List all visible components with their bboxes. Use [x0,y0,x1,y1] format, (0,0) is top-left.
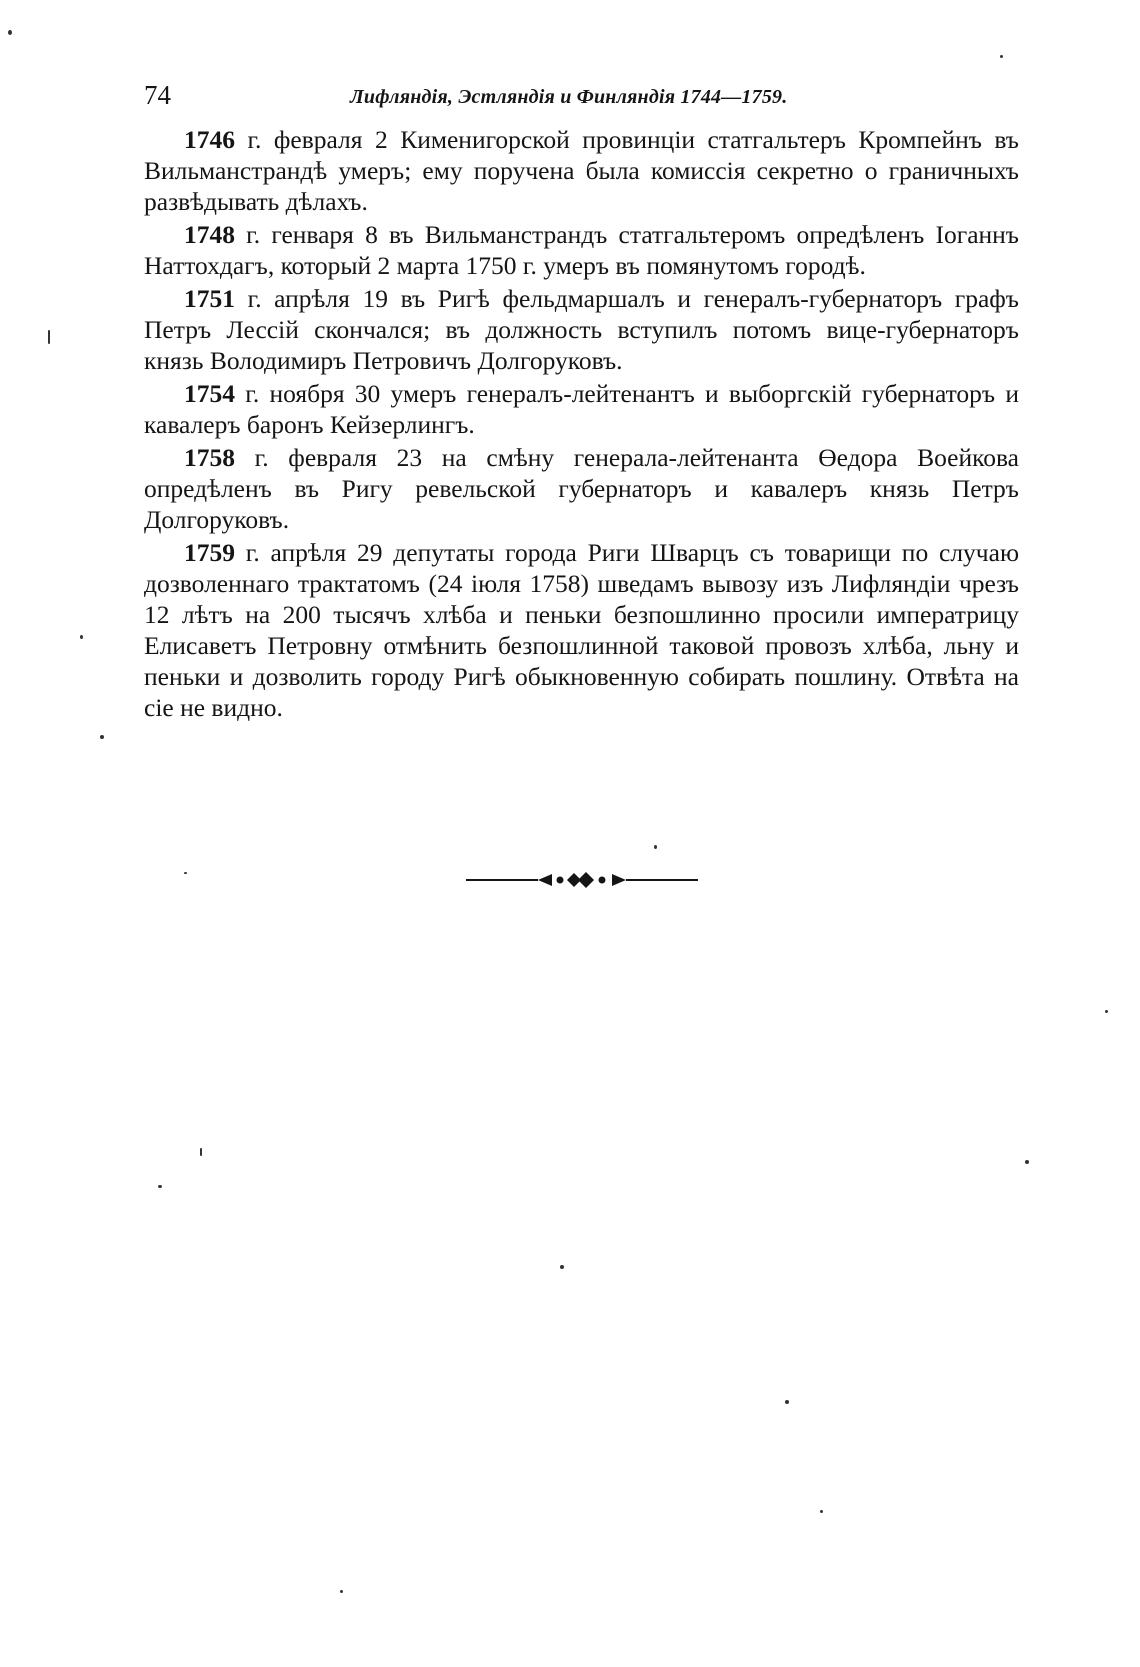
entry-year: 1754 [184,379,235,408]
entry-year: 1759 [184,538,235,567]
entry-text: г. генваря 8 въ Вильманстрандъ статгальтеромъ опредѣленъ Іоганнъ Наттохдагъ, который 2 марта 1750 г. умеръ въ помянутомъ городѣ. [144,220,1019,280]
chronicle-entry-1746 [144,124,1019,217]
scan-speck [1025,1160,1029,1164]
chronicle-entry-1759 [144,537,1019,723]
scan-speck [1105,1010,1108,1013]
chronicle-text [144,124,1019,725]
entry-year: 1748 [184,220,235,249]
entry-text: г. февраля 2 Кименигорской провинціи статгальтеръ Кромпейнъ въ Вильманстрандѣ умеръ; ему поручена была комиссія секретно о граничныхъ развѣдывать дѣлахъ. [144,125,1019,216]
scan-speck [820,1510,823,1513]
section-end-ornament-icon [462,868,702,892]
chronicle-entry-1751 [144,283,1019,376]
scan-speck [48,330,50,344]
scan-speck [340,1590,343,1593]
entry-year: 1746 [184,125,235,154]
entry-text: г. февраля 23 на смѣну генерала-лейтенанта Өедора Воейкова опредѣленъ въ Ригу ревельской губернаторъ и кавалеръ князь Петръ Долгоруковъ. [144,443,1019,534]
entry-year: 1758 [184,443,235,472]
scan-speck [100,735,104,739]
scan-speck [184,872,187,874]
chronicle-entry-1758 [144,442,1019,535]
running-head [144,78,1014,118]
page-number: 74 [144,80,171,110]
scan-speck [80,635,83,639]
scan-speck [560,1265,564,1269]
entry-text: г. апрѣля 29 депутаты города Риги Шварцъ съ товарищи по случаю дозволеннаго трактатомъ (24 іюля 1758) шведамъ вывозу изъ Лифляндіи чрезъ 12 лѣтъ на 200 тысячъ хлѣба и пеньки безпошлинно просили императрицу Елисаветъ Петровну отмѣнить безпошлинной таковой провозъ хлѣба, льну и пеньки и дозволить городу Ригѣ обыкновенную собирать пошлину. Отвѣта на сіе не видно. [144,538,1019,722]
scan-speck [200,1148,202,1156]
scan-speck [8,30,12,35]
scan-speck [158,1185,162,1188]
chronicle-entry-1748 [144,219,1019,281]
scan-speck [1000,55,1003,58]
chronicle-entry-1754 [144,378,1019,440]
entry-text: г. ноября 30 умеръ генералъ-лейтенантъ и выборгскій губернаторъ и кавалеръ баронъ Кейзерлингъ. [144,379,1019,439]
entry-year: 1751 [184,284,235,313]
running-title: Лифляндія, Эстляндія и Финляндія 1744—1759. [350,86,788,108]
scan-speck [654,845,657,849]
entry-text: г. апрѣля 19 въ Ригѣ фельдмаршалъ и генералъ-губернаторъ графъ Петръ Лессій скончался; въ должность вступилъ потомъ вице-губернаторъ князь Володимиръ Петровичъ Долгоруковъ. [144,284,1019,375]
scan-speck [785,1400,789,1404]
